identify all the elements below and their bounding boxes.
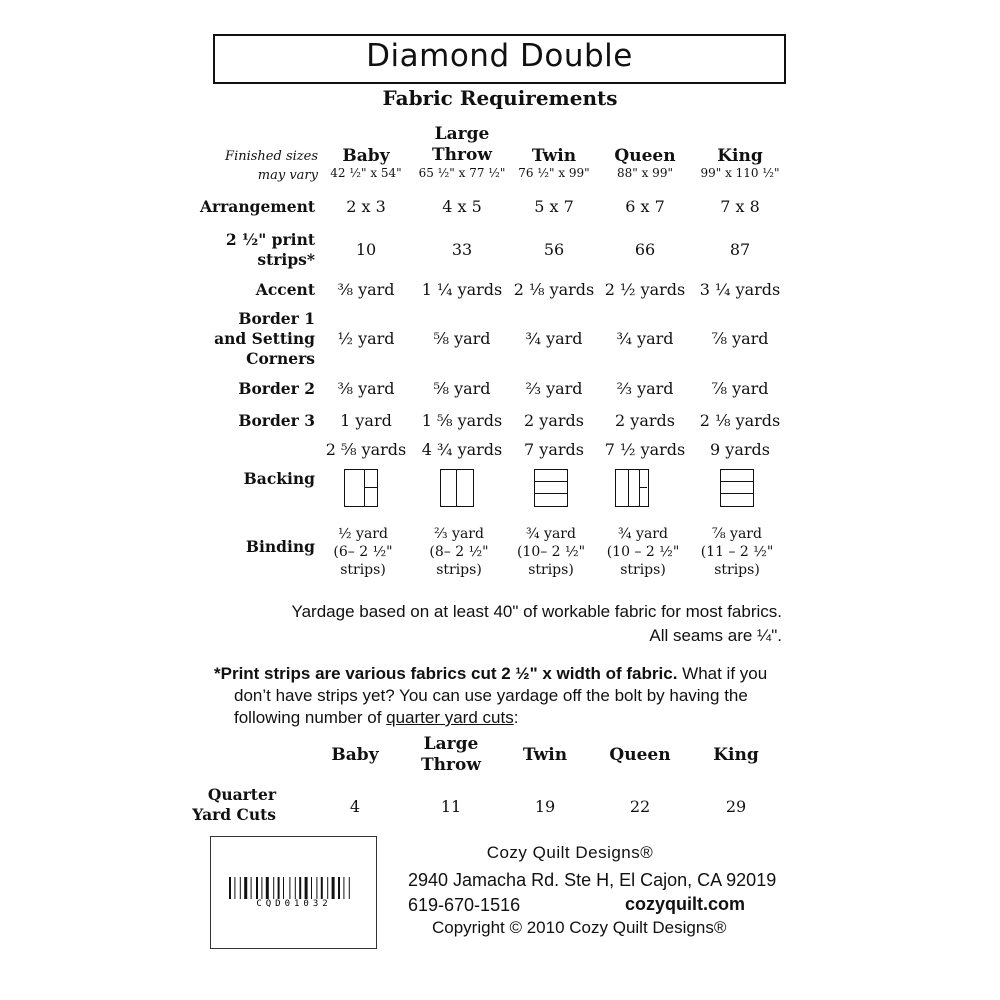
border1-large-throw: ⅝ yard (433, 329, 491, 348)
arrangement-king: 7 x 8 (720, 197, 760, 216)
border2-large-throw: ⅝ yard (433, 379, 491, 398)
size-dims-twin: 76 ½" x 99" (518, 166, 590, 180)
size-dims-king: 99" x 110 ½" (700, 166, 780, 180)
qy-header-large-throw: Large Throw (421, 734, 481, 775)
qy-header-twin: Twin (522, 745, 568, 765)
copyright: Copyright © 2010 Cozy Quilt Designs® (432, 918, 727, 937)
arrangement-large-throw: 4 x 5 (442, 197, 482, 216)
row-label-binding: Binding (245, 537, 315, 556)
barcode-box (210, 836, 377, 949)
row-label-border1: Border 1 and Setting Corners (214, 309, 315, 368)
qy-baby: 4 (349, 797, 361, 816)
border3-queen: 2 yards (615, 411, 675, 430)
size-header-large-throw: Large Throw (432, 124, 492, 165)
size-dims-queen: 88" x 99" (617, 166, 673, 180)
print-strips-note: *Print strips are various fabrics cut 2 ½" x width of fabric. What if you don’t have strips yet? You can use yardage off the bolt by having the following number of quarter yard cuts: (214, 664, 768, 727)
company-phone: 619-670-1516 (408, 895, 521, 915)
backing-diagram-queen (615, 469, 649, 507)
row-label-accent: Accent (255, 280, 315, 299)
border1-queen: ¾ yard (616, 329, 674, 348)
size-header-king: King (717, 146, 763, 166)
border2-twin: ⅔ yard (525, 379, 583, 398)
print-strips-king: 87 (729, 240, 751, 259)
binding-king: ⅞ yard (11 – 2 ½" strips) (700, 526, 774, 578)
backing-queen: 7 ½ yards (604, 440, 686, 459)
border3-baby: 1 yard (340, 411, 392, 430)
border1-twin: ¾ yard (525, 329, 583, 348)
barcode-text: CQD01032 (256, 899, 332, 909)
border1-king: ⅞ yard (711, 329, 769, 348)
qy-king: 29 (725, 797, 747, 816)
arrangement-twin: 5 x 7 (534, 197, 574, 216)
page-title: Diamond Double (366, 38, 633, 74)
arrangement-baby: 2 x 3 (346, 197, 386, 216)
border2-baby: ⅜ yard (337, 379, 395, 398)
binding-queen: ¾ yard (10 – 2 ½" strips) (606, 526, 680, 578)
row-label-backing: Backing (243, 469, 315, 488)
backing-diagram-king (720, 469, 754, 507)
qy-twin: 19 (534, 797, 556, 816)
print-strips-queen: 66 (634, 240, 656, 259)
size-header-queen: Queen (614, 146, 676, 166)
binding-twin: ¾ yard (10– 2 ½" strips) (516, 526, 586, 578)
size-dims-large-throw: 65 ½" x 77 ½" (418, 166, 506, 180)
company-website[interactable]: cozyquilt.com (625, 894, 746, 914)
border2-queen: ⅔ yard (616, 379, 674, 398)
border1-baby: ½ yard (337, 329, 395, 348)
print-strips-baby: 10 (355, 240, 377, 259)
accent-baby: ⅜ yard (337, 280, 395, 299)
row-label-border3: Border 3 (238, 411, 315, 430)
size-dims-baby: 42 ½" x 54" (330, 166, 402, 180)
backing-diagram-large-throw (440, 469, 474, 507)
company-name: Cozy Quilt Designs® (486, 843, 654, 862)
finished-sizes-note: Finished sizes may vary (225, 149, 318, 183)
backing-diagram-baby (344, 469, 378, 507)
barcode-icon (211, 837, 376, 948)
binding-baby: ½ yard (6– 2 ½" strips) (333, 526, 393, 578)
row-label-border2: Border 2 (238, 379, 315, 398)
size-header-twin: Twin (531, 146, 577, 166)
backing-twin: 7 yards (524, 440, 584, 459)
size-header-baby: Baby (342, 146, 390, 166)
accent-twin: 2 ⅛ yards (513, 280, 595, 299)
qy-header-king: King (713, 745, 759, 765)
border2-king: ⅞ yard (711, 379, 769, 398)
qy-queen: 22 (629, 797, 651, 816)
company-address: 2940 Jamacha Rd. Ste H, El Cajon, CA 92019 (408, 870, 777, 890)
backing-baby: 2 ⅝ yards (325, 440, 407, 459)
row-label-quarter-yard-cuts: Quarter Yard Cuts (192, 785, 276, 824)
print-strips-twin: 56 (543, 240, 565, 259)
qy-header-queen: Queen (609, 745, 671, 765)
backing-king: 9 yards (710, 440, 770, 459)
row-label-arrangement: Arrangement (199, 197, 315, 216)
accent-large-throw: 1 ¼ yards (421, 280, 503, 299)
accent-queen: 2 ½ yards (604, 280, 686, 299)
qy-header-baby: Baby (331, 745, 379, 765)
qy-large-throw: 11 (440, 797, 462, 816)
backing-diagram-twin (534, 469, 568, 507)
backing-large-throw: 4 ¾ yards (421, 440, 503, 459)
binding-large-throw: ⅔ yard (8– 2 ½" strips) (429, 526, 489, 578)
accent-king: 3 ¼ yards (699, 280, 781, 299)
border3-twin: 2 yards (524, 411, 584, 430)
print-strips-large-throw: 33 (451, 240, 473, 259)
border3-king: 2 ⅛ yards (699, 411, 781, 430)
border3-large-throw: 1 ⅝ yards (421, 411, 503, 430)
page-subtitle: Fabric Requirements (382, 86, 618, 110)
arrangement-queen: 6 x 7 (625, 197, 665, 216)
yardage-note: Yardage based on at least 40" of workable fabric for most fabrics. All seams are ¼". (291, 602, 782, 645)
row-label-print-strips: 2 ½" print strips* (225, 230, 315, 269)
